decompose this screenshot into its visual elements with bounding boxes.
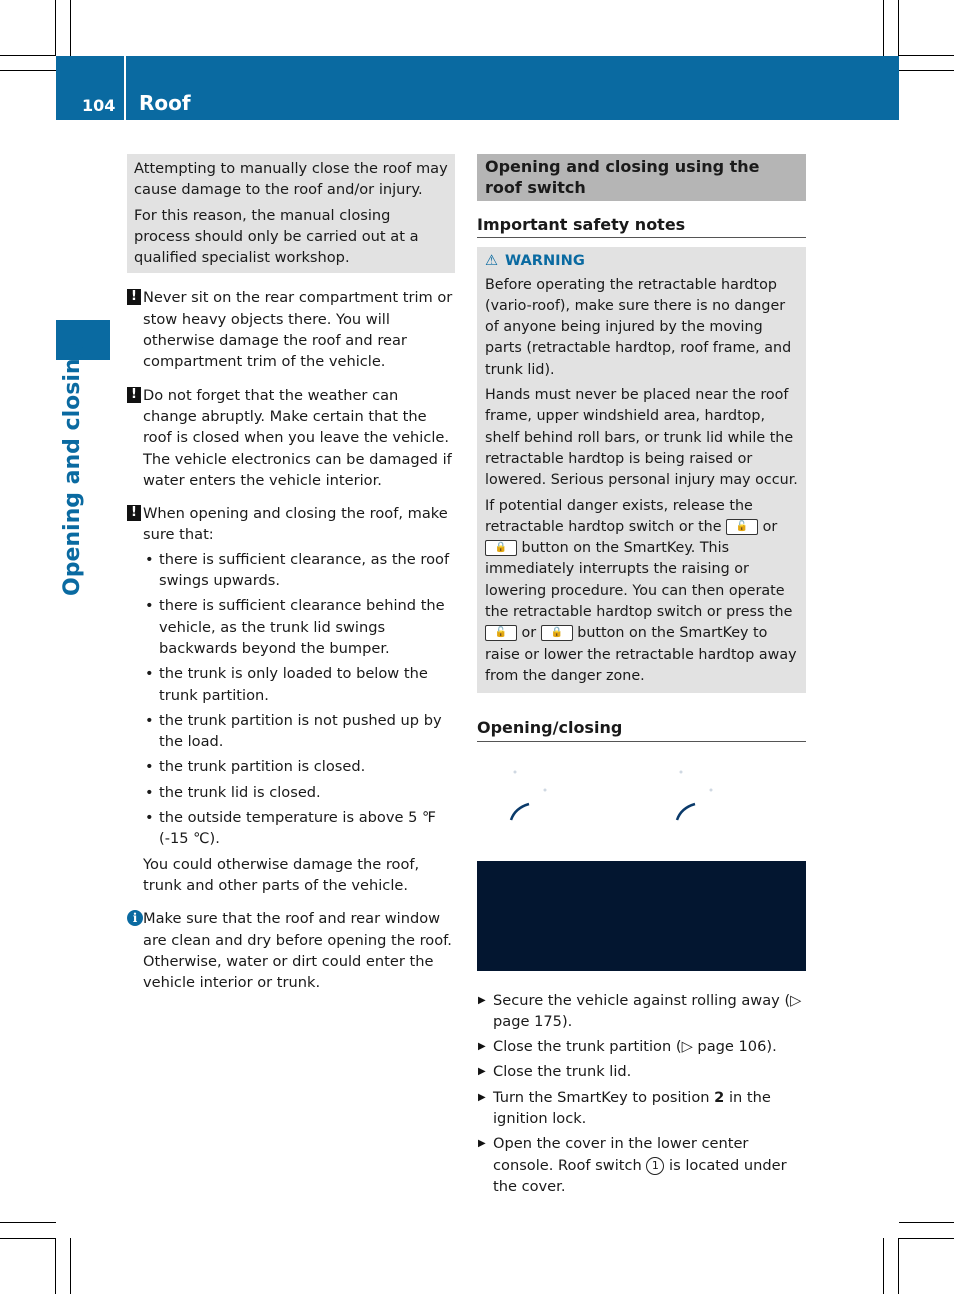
right-column xyxy=(477,154,806,1201)
callout-number: 1 xyxy=(646,1157,664,1175)
warning-text: button on the SmartKey to raise or lower the retractable hardtop away from the danger zone. xyxy=(485,625,797,684)
subheading: Opening/closing xyxy=(477,717,806,741)
step-text: is located under the cover. xyxy=(493,1156,787,1195)
warning-text: button on the SmartKey. This immediately interrupts the raising or lowering procedure. You can then operate the retractable hardtop switch or press the xyxy=(485,540,793,621)
warning-paragraph xyxy=(485,496,799,688)
list-item: • the trunk partition is closed. xyxy=(143,756,455,777)
page-number: 104 xyxy=(82,96,116,115)
list-item: • the trunk is only loaded to below the trunk partition. xyxy=(143,663,455,706)
warning-text: If potential danger exists, release the retractable hardtop switch or the xyxy=(485,497,753,535)
exclamation-icon: ! xyxy=(127,387,141,403)
step-item: ▶ Secure the vehicle against rolling away (▷ page 175). xyxy=(477,990,806,1033)
unlock-icon: 🔓 xyxy=(726,519,758,535)
crop-mark xyxy=(55,1238,56,1294)
caution-paragraph: For this reason, the manual closing process should only be carried out at a qualified specialist workshop. xyxy=(134,206,419,267)
note-text: Never sit on the rear compartment trim or stow heavy objects there. You will otherwise damage the roof and rear compartment trim of the vehicle. xyxy=(143,289,453,371)
section-heading: Opening and closing using the roof switch xyxy=(477,154,806,201)
crop-mark xyxy=(0,55,56,56)
roof-switch-photo xyxy=(477,861,806,971)
exclamation-icon: ! xyxy=(127,289,141,305)
step-text: in the ignition lock. xyxy=(493,1088,771,1128)
list-item: • there is sufficient clearance, as the roof swings upwards. xyxy=(143,549,455,592)
lock-icon: 🔒 xyxy=(485,540,517,556)
crop-mark xyxy=(899,1222,954,1223)
warning-triangle-icon: ⚠ xyxy=(485,252,499,270)
caution-box xyxy=(127,154,455,273)
section-title: Roof xyxy=(139,91,191,115)
warning-title xyxy=(485,250,799,271)
crop-mark xyxy=(898,1238,899,1294)
roof-switch-arrows xyxy=(477,762,806,862)
info-note xyxy=(127,908,455,993)
step-text: Turn the SmartKey to position xyxy=(493,1088,710,1106)
instruction-steps xyxy=(477,990,806,1198)
step-text: Open the cover in the lower center console. Roof switch xyxy=(493,1135,749,1174)
caution-paragraph: Attempting to manually close the roof may cause damage to the roof and/or injury. xyxy=(134,160,448,199)
crop-mark xyxy=(899,1238,954,1239)
left-column xyxy=(127,154,455,993)
crop-mark xyxy=(55,0,56,56)
subheading: Important safety notes xyxy=(477,214,806,238)
consequence-text: You could otherwise damage the roof, trunk and other parts of the vehicle. xyxy=(143,855,420,894)
damage-note xyxy=(127,287,455,372)
note-text: Do not forget that the weather can change abruptly. Make certain that the roof is closed when you leave the vehicle. The vehicle electronics can be damaged if water enters the vehicle interior. xyxy=(143,386,452,489)
crop-mark xyxy=(70,0,71,56)
list-item: • the trunk lid is closed. xyxy=(143,782,455,803)
info-icon: i xyxy=(127,910,143,926)
warning-paragraph: Before operating the retractable hardtop (vario-roof), make sure there is no danger of anyone being injured by the moving parts (retractable hardtop, roof frame, and trunk lid). xyxy=(485,276,792,378)
side-tab-label: Opening and closing xyxy=(60,342,85,596)
step-item: ▶ Close the trunk partition (▷ page 106). xyxy=(477,1036,806,1057)
crop-mark xyxy=(0,1222,56,1223)
damage-note xyxy=(127,385,455,491)
step-item xyxy=(477,1087,806,1130)
step-item xyxy=(477,1133,806,1197)
warning-box xyxy=(477,247,806,693)
crop-mark xyxy=(0,1238,56,1239)
header-divider xyxy=(124,56,126,120)
list-item: • the outside temperature is above 5 ℉ (-15 ℃). xyxy=(143,807,455,850)
damage-note xyxy=(127,503,455,546)
crop-mark xyxy=(883,0,884,56)
crop-mark xyxy=(899,70,954,71)
list-item: • there is sufficient clearance behind the vehicle, as the trunk lid swings backwards beyond the bumper. xyxy=(143,595,455,659)
crop-mark xyxy=(0,70,56,71)
step-item: ▶ Close the trunk lid. xyxy=(477,1061,806,1082)
warning-label: WARNING xyxy=(505,252,585,270)
position-number: 2 xyxy=(714,1088,725,1106)
conditions-list xyxy=(143,549,455,850)
warning-text: or xyxy=(762,518,778,535)
list-item: • the trunk partition is not pushed up by the load. xyxy=(143,710,455,753)
crop-mark xyxy=(70,1238,71,1294)
crop-mark xyxy=(898,0,899,56)
note-text: When opening and closing the roof, make sure that: xyxy=(143,505,448,544)
lock-icon: 🔒 xyxy=(541,625,573,641)
exclamation-icon: ! xyxy=(127,505,141,521)
warning-text: or xyxy=(521,625,537,642)
warning-paragraph: Hands must never be placed near the roof frame, upper windshield area, hardtop, shelf behind roll bars, or trunk lid while the retractable hardtop is being raised or lowered. Serious personal injury may occur. xyxy=(485,387,798,489)
roof-switch-illustration xyxy=(477,752,806,982)
unlock-icon: 🔓 xyxy=(485,625,517,641)
crop-mark xyxy=(883,1238,884,1294)
note-text: Make sure that the roof and rear window are clean and dry before opening the roof. Otherwise, water or dirt could enter the vehicle interior or trunk. xyxy=(143,910,452,992)
crop-mark xyxy=(899,55,954,56)
